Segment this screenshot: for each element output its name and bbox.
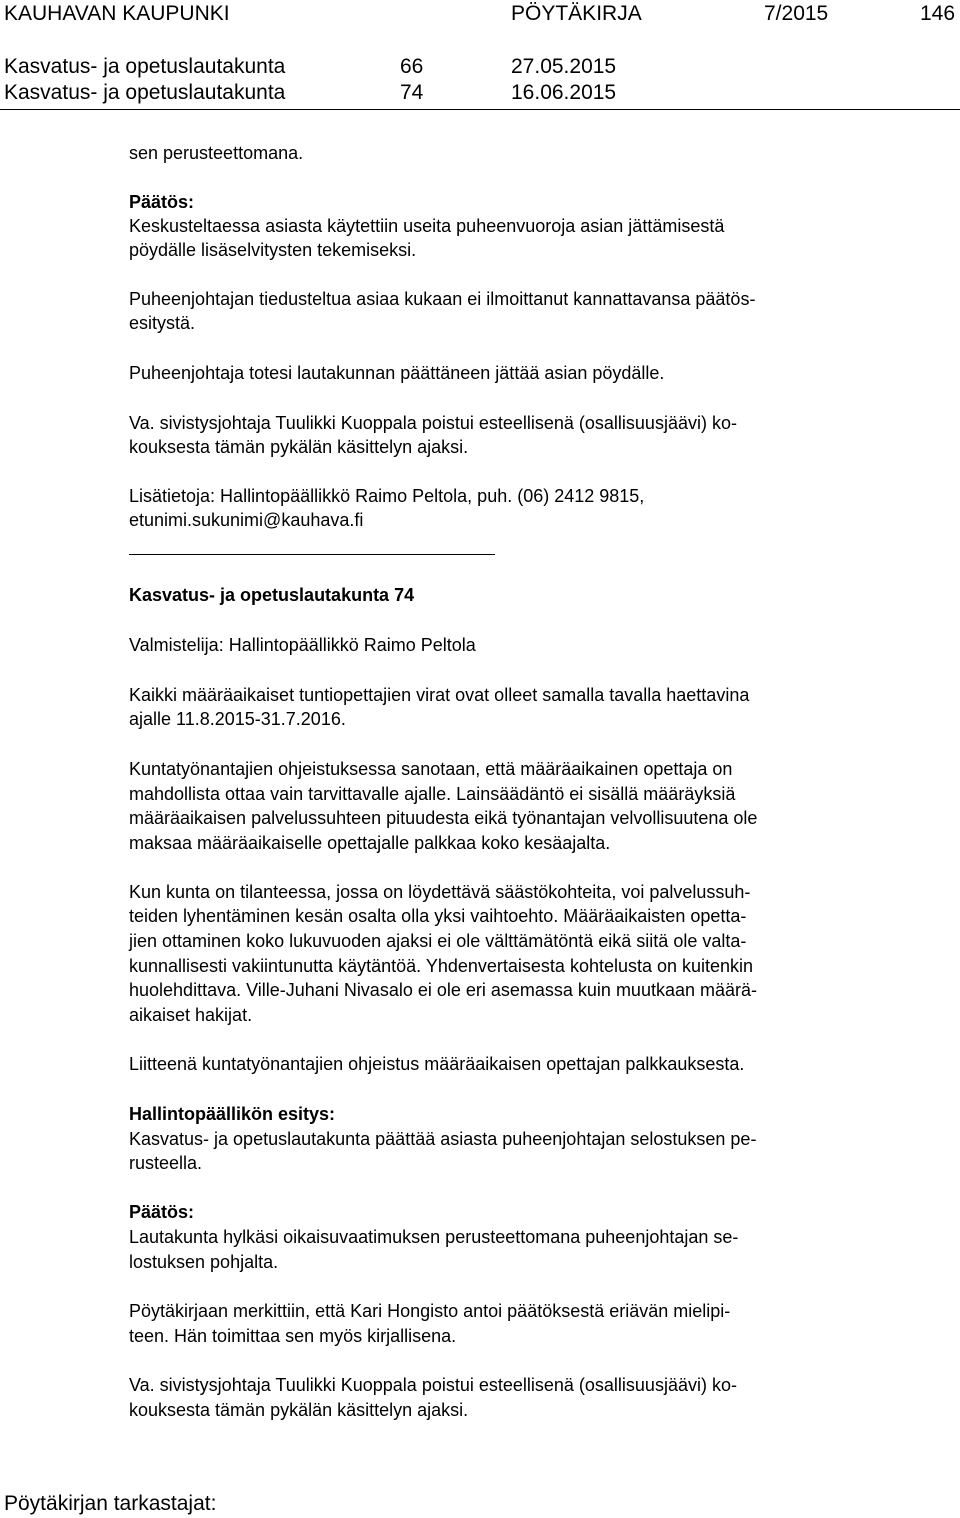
body-line: Va. sivistysjohtaja Tuulikki Kuoppala poistui esteellisenä (osallisuusjäävi) ko- (129, 1375, 737, 1395)
decision-heading: Päätös: (129, 192, 195, 212)
body-line: Kuntatyönantajien ohjeistuksessa sanotaan, että määräaikainen opettaja on (129, 759, 733, 779)
body-line: Puheenjohtajan tiedusteltua asiaa kukaan ei ilmoittanut kannattavansa päätös- (129, 289, 756, 309)
body-line: pöydälle lisäselvitysten tekemiseksi. (129, 240, 417, 260)
footer-label: Pöytäkirjan tarkastajat: (4, 1492, 217, 1515)
body-line: Keskusteltaessa asiasta käytettiin useita puheenvuoroja asian jättämisestä (129, 216, 725, 236)
body-line: Puheenjohtaja totesi lautakunnan päättäneen jättää asian pöydälle. (129, 363, 665, 383)
body-line: lostuksen pohjalta. (129, 1252, 279, 1272)
section-separator (129, 554, 495, 555)
contact-email: etunimi.sukunimi@kauhava.fi (129, 510, 364, 530)
body-line: Pöytäkirjaan merkittiin, että Kari Hongisto antoi päätöksestä eriävän mielipi- (129, 1301, 731, 1321)
body-line: teiden lyhentäminen kesän osalta olla yksi vaihtoehto. Määräaikaisten opetta- (129, 906, 747, 926)
body-line: Va. sivistysjohtaja Tuulikki Kuoppala poistui esteellisenä (osallisuusjäävi) ko- (129, 413, 737, 433)
body-line: Kasvatus- ja opetuslautakunta päättää asiasta puheenjohtajan selostuksen pe- (129, 1129, 757, 1149)
body-line: maksaa määräaikaiselle opettajalle palkkaa koko kesäajalta. (129, 833, 611, 853)
header-section-number: 74 (400, 81, 424, 104)
body-line: huolehdittava. Ville-Juhani Nivasalo ei ole eri asemassa kuin muutkaan määrä- (129, 980, 758, 1000)
contact-info: Lisätietoja: Hallintopäällikkö Raimo Peltola, puh. (06) 2412 9815, (129, 486, 645, 506)
body-line: kouksesta tämän pykälän käsittelyn ajaksi. (129, 437, 469, 457)
body-line: sen perusteettomana. (129, 143, 304, 163)
body-line: kouksesta tämän pykälän käsittelyn ajaksi. (129, 1400, 469, 1420)
body-line: teen. Hän toimittaa sen myös kirjallisena. (129, 1326, 457, 1346)
header-page-number: 146 (920, 2, 956, 25)
body-line: aikaiset hakijat. (129, 1005, 253, 1025)
header-doc-type: PÖYTÄKIRJA (511, 2, 642, 25)
body-line: ajalle 11.8.2015-31.7.2016. (129, 709, 346, 729)
header-board-name: Kasvatus- ja opetuslautakunta (4, 81, 286, 104)
body-line: jien ottaminen koko lukuvuoden ajaksi ei ole välttämätöntä eikä siitä ole valta- (129, 931, 747, 951)
header-divider (0, 109, 960, 110)
body-line: Kaikki määräaikaiset tuntiopettajien virat ovat olleet samalla tavalla haettavina (129, 685, 750, 705)
proposal-heading: Hallintopäällikön esitys: (129, 1104, 336, 1124)
body-line: mahdollista ottaa vain tarvittavalle ajalle. Lainsäädäntö ei sisällä määräyksiä (129, 784, 736, 804)
header-doc-number: 7/2015 (764, 2, 829, 25)
body-line: rusteella. (129, 1153, 203, 1173)
body-line: Kun kunta on tilanteessa, jossa on löydettävä säästökohteita, voi palvelussuh- (129, 882, 751, 902)
section-heading: Kasvatus- ja opetuslautakunta 74 (129, 585, 415, 605)
header-meeting-date: 27.05.2015 (511, 55, 617, 78)
preparer-line: Valmistelija: Hallintopäällikkö Raimo Peltola (129, 635, 476, 655)
header-meeting-date: 16.06.2015 (511, 81, 617, 104)
decision-heading: Päätös: (129, 1202, 195, 1222)
header-board-name: Kasvatus- ja opetuslautakunta (4, 55, 286, 78)
body-line: esitystä. (129, 313, 196, 333)
attachment-line: Liitteenä kuntatyönantajien ohjeistus määräaikaisen opettajan palkkauksesta. (129, 1054, 745, 1074)
body-line: kunnallisesti vakiintunutta käytäntöä. Yhdenvertaisesta kohtelusta on kuitenkin (129, 956, 754, 976)
header-section-number: 66 (400, 55, 424, 78)
body-line: Lautakunta hylkäsi oikaisuvaatimuksen perusteettomana puheenjohtajan se- (129, 1227, 739, 1247)
header-org: KAUHAVAN KAUPUNKI (4, 2, 230, 25)
body-line: määräaikaisen palvelussuhteen pituudesta eikä työnantajan velvollisuutena ole (129, 808, 758, 828)
